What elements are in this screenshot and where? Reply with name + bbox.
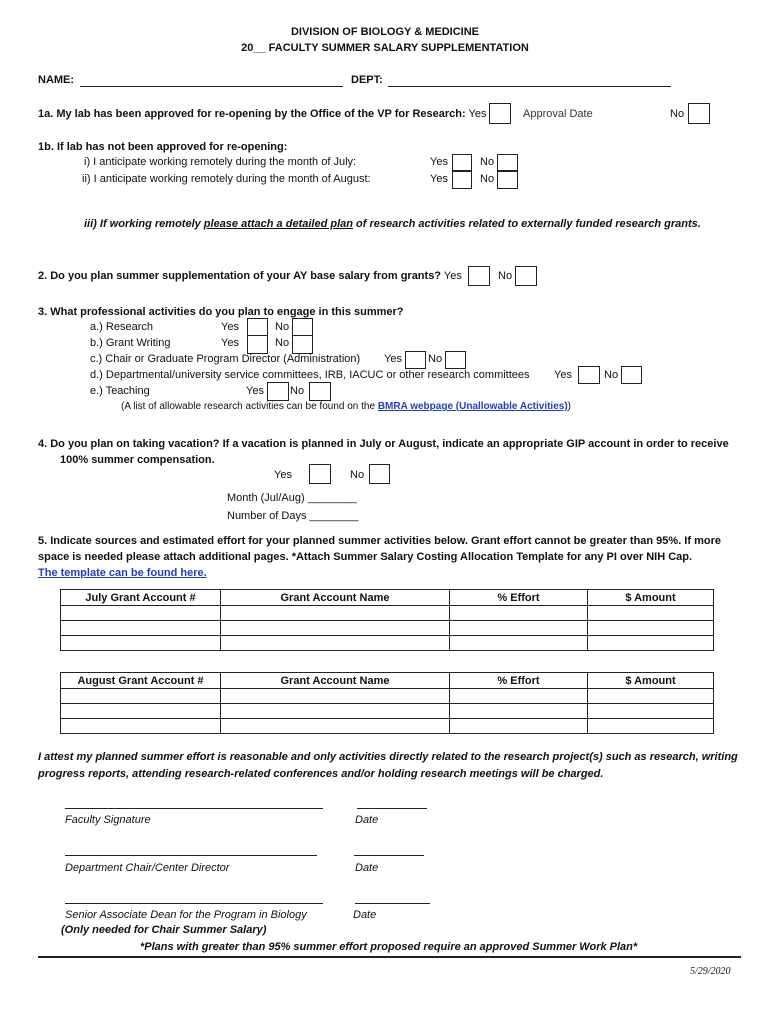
table-cell[interactable] [221,636,450,651]
q4-label-line2: 100% summer compensation. [60,454,215,466]
dean-date-line[interactable] [355,903,430,904]
form-title-line1: DIVISION OF BIOLOGY & MEDICINE [290,26,480,38]
july-grant-table [60,589,714,651]
q3-a-yes-label: Yes [221,321,239,333]
q1a-approval-date-label: Approval Date [523,108,593,120]
august-col-amount: $ Amount [588,673,714,689]
q4-no-checkbox[interactable] [369,464,390,484]
q1a-no-label: No [670,108,685,120]
template-link[interactable]: The template can be found here. [38,567,207,579]
q2-label [38,270,462,282]
august-col-name: Grant Account Name [221,673,450,689]
q1b-ii-text: ii) I anticipate working remotely during the month of August: [82,173,371,185]
dept-field[interactable] [388,86,671,87]
q1b-ii-no-checkbox[interactable] [497,171,518,189]
q3-label: 3. What professional activities do you plan to engage in this summer? [38,306,404,318]
table-cell[interactable] [61,719,221,734]
table-cell[interactable] [221,689,450,704]
table-header-row [61,590,714,606]
q1b-i-yes-label: Yes [430,156,448,168]
table-header-row [61,673,714,689]
q1b-iii-emphasis: please attach a detailed plan [203,218,353,230]
q1b-iii-text [84,218,701,230]
q3-e-yes-checkbox[interactable] [267,382,289,401]
name-field[interactable] [80,86,343,87]
table-cell[interactable] [588,719,714,734]
august-grant-table [60,672,714,734]
august-col-effort: % Effort [450,673,588,689]
q1b-iii-post: of research activities related to externally funded research grants. [352,218,701,230]
attest-line1: I attest my planned summer effort is reasonable and only activities directly related to the research project(s) such as research, writing [38,751,738,763]
table-row [61,704,714,719]
faculty-date-label: Date [355,814,379,826]
table-row [61,636,714,651]
q3-a-text: a.) Research [90,321,153,333]
table-cell[interactable] [61,606,221,621]
q4-yes-label: Yes [274,469,292,481]
attest-line2: progress reports, attending research-related conferences and/or holding research meetings will be charged. [38,768,604,780]
chair-date-label: Date [355,862,379,874]
table-cell[interactable] [61,704,221,719]
chair-signature-line[interactable] [65,855,317,856]
summer-work-plan-note: *Plans with greater than 95% summer effort proposed require an approved Summer Work Plan* [140,941,638,953]
q3-d-yes-label: Yes [554,369,572,381]
q2-yes-checkbox[interactable] [468,266,490,286]
q3-b-text: b.) Grant Writing [90,337,171,349]
july-col-amount: $ Amount [588,590,714,606]
q3-c-yes-label: Yes [384,353,402,365]
table-cell[interactable] [221,621,450,636]
footer-divider [38,956,741,958]
table-cell[interactable] [450,636,588,651]
q1b-ii-yes-checkbox[interactable] [452,171,472,189]
q3-note-post: ) [567,401,571,412]
chair-signature-label: Department Chair/Center Director [65,862,230,874]
table-cell[interactable] [221,606,450,621]
july-col-effort: % Effort [450,590,588,606]
table-cell[interactable] [450,689,588,704]
q3-d-text: d.) Departmental/university service committees, IRB, IACUC or other research committees [90,369,530,381]
table-row [61,606,714,621]
faculty-signature-line[interactable] [65,808,323,809]
q4-label-line1: 4. Do you plan on taking vacation? If a vacation is planned in July or August, indicate an appropriate GIP account in order to receive [38,438,729,450]
q3-a-no-checkbox[interactable] [292,318,313,336]
q1a-no-checkbox[interactable] [688,103,710,124]
q5-line1: 5. Indicate sources and estimated effort for your planned summer activities below. Grant effort cannot be greater than 95%. If more [38,535,721,547]
q3-d-no-checkbox[interactable] [621,366,642,384]
table-row [61,719,714,734]
q3-e-no-checkbox[interactable] [309,382,331,401]
q3-b-yes-checkbox[interactable] [247,335,268,354]
table-row [61,621,714,636]
table-cell[interactable] [61,689,221,704]
dept-label: DEPT: [351,74,383,86]
q3-b-yes-label: Yes [221,337,239,349]
table-cell[interactable] [588,606,714,621]
q1b-iii-pre: iii) If working remotely [84,218,204,230]
q1a-label [38,108,486,120]
name-label: NAME: [38,74,75,86]
table-cell[interactable] [61,636,221,651]
q4-no-label: No [350,469,365,481]
q3-note-pre: (A list of allowable research activities can be found on the [121,401,378,412]
q2-no-checkbox[interactable] [515,266,537,286]
table-cell[interactable] [221,704,450,719]
table-row [61,689,714,704]
faculty-date-line[interactable] [357,808,427,809]
q3-c-text: c.) Chair or Graduate Program Director (Administration) [90,353,361,365]
table-cell[interactable] [61,621,221,636]
q1a-text: 1a. My lab has been approved for re-opening by the Office of the VP for Research: [38,108,466,120]
q3-c-no-label: No [428,353,443,365]
q1b-i-no-checkbox[interactable] [497,154,518,171]
q2-text: 2. Do you plan summer supplementation of your AY base salary from grants? [38,270,442,282]
q1b-i-yes-checkbox[interactable] [452,154,472,171]
table-cell[interactable] [450,704,588,719]
q3-c-yes-checkbox[interactable] [405,351,426,369]
q3-c-no-checkbox[interactable] [445,351,466,369]
q1b-ii-no-label: No [480,173,495,185]
july-col-account: July Grant Account # [61,590,221,606]
table-cell[interactable] [588,689,714,704]
q1b-ii-yes-label: Yes [430,173,448,185]
q4-days-field[interactable]: Number of Days ________ [227,510,359,522]
q1a-yes-label: Yes [468,108,487,120]
table-cell[interactable] [450,621,588,636]
q3-note [121,401,571,412]
faculty-signature-label: Faculty Signature [65,814,151,826]
q2-yes-label: Yes [443,270,462,282]
chair-date-line[interactable] [354,855,424,856]
q1b-label: 1b. If lab has not been approved for re-opening: [38,141,288,153]
q3-e-yes-label: Yes [246,385,264,397]
bmra-webpage-link[interactable]: BMRA webpage (Unallowable Activities) [377,401,568,412]
july-col-name: Grant Account Name [221,590,450,606]
table-cell[interactable] [450,606,588,621]
q3-e-no-label: No [290,385,305,397]
form-title-line2: 20__ FACULTY SUMMER SALARY SUPPLEMENTATION [241,42,529,54]
q3-e-text: e.) Teaching [90,385,150,397]
q3-b-no-label: No [275,337,290,349]
q3-d-no-label: No [604,369,619,381]
q2-no-label: No [498,270,513,282]
q3-d-yes-checkbox[interactable] [578,366,600,384]
table-cell[interactable] [450,719,588,734]
table-cell[interactable] [588,636,714,651]
q4-yes-checkbox[interactable] [309,464,331,484]
revision-date: 5/29/2020 [690,966,731,977]
q1b-i-no-label: No [480,156,495,168]
q5-line2: space is needed please attach additional pages. *Attach Summer Salary Costing Allocation Template for any PI over NIH Cap. [38,551,693,563]
dean-date-label: Date [353,909,377,921]
table-cell[interactable] [588,621,714,636]
august-col-account: August Grant Account # [61,673,221,689]
dean-signature-label: Senior Associate Dean for the Program in Biology [65,909,307,921]
template-link-wrap [38,567,207,579]
table-cell[interactable] [221,719,450,734]
q1b-i-text: i) I anticipate working remotely during the month of July: [84,156,357,168]
q3-b-no-checkbox[interactable] [292,335,313,354]
q3-a-yes-checkbox[interactable] [247,318,268,336]
table-cell[interactable] [588,704,714,719]
q3-a-no-label: No [275,321,290,333]
dean-signature-line[interactable] [65,903,323,904]
q1a-yes-checkbox[interactable] [489,103,511,124]
dean-note: (Only needed for Chair Summer Salary) [61,924,267,936]
q4-month-field[interactable]: Month (Jul/Aug) ________ [227,492,357,504]
